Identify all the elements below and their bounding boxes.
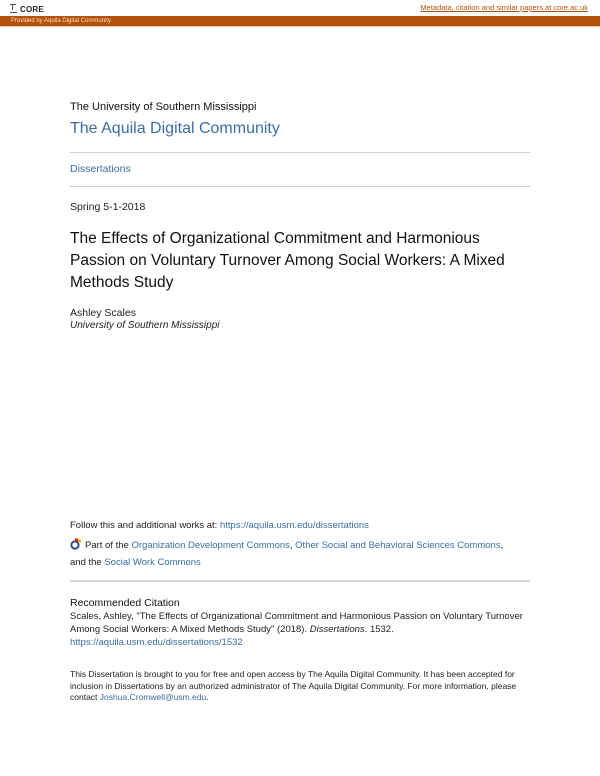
contact-email-link[interactable]: Joshua.Cromwell@usm.edu [99, 692, 207, 702]
commons-link-social-work[interactable]: Social Work Commons [104, 557, 201, 568]
and-the-label: and the [70, 557, 105, 568]
publication-date: Spring 5-1-2018 [70, 201, 146, 213]
core-logo-icon [10, 3, 18, 14]
access-notice-text: This Dissertation is brought to you for free and open access by The Aquila Digital Community. It has been accepted for inclusion in Dissertations by an authorized administrator of The Aquila Digital Community. For more information, please contact [70, 669, 517, 702]
divider [70, 152, 530, 153]
core-logo-text: CORE [20, 5, 44, 14]
divider [70, 186, 530, 187]
part-of-line [70, 537, 530, 571]
citation-url-link[interactable]: https://aquila.usm.edu/dissertations/1532 [70, 637, 243, 648]
core-header [0, 0, 600, 16]
access-notice [70, 669, 530, 704]
citation-text: Scales, Ashley, "The Effects of Organizational Commitment and Harmonious Passion on Voluntary Turnover Among Social Workers: A Mixed Methods Study" (2018). [70, 611, 523, 635]
document-title: The Effects of Organizational Commitment and Harmonious Passion on Voluntary Turnover Among Social Workers: A Mixed Methods Study [70, 230, 505, 291]
repository-name-link[interactable]: The Aquila Digital Community [70, 120, 280, 137]
author-name: Ashley Scales [70, 307, 136, 319]
university-name: The University of Southern Mississippi [70, 101, 257, 113]
part-of-label: Part of the [85, 540, 132, 551]
commons-link-organization-development[interactable]: Organization Development Commons [131, 540, 290, 551]
period: . [206, 692, 209, 702]
follow-url-link[interactable]: https://aquila.usm.edu/dissertations [219, 520, 369, 531]
follow-label: Follow this and additional works at: [70, 520, 220, 531]
divider [0, 26, 600, 27]
core-logo[interactable] [10, 2, 44, 14]
citation-number: . 1532. [364, 624, 394, 635]
provided-by-text[interactable]: Provided by Aquila Digital Community [11, 18, 112, 24]
collection-link[interactable]: Dissertations [70, 163, 131, 175]
citation-heading: Recommended Citation [70, 597, 180, 609]
commons-link-other-social-behavioral[interactable]: Other Social and Behavioral Sciences Commons [295, 540, 501, 551]
separator: , [289, 540, 296, 551]
separator: , [500, 540, 504, 551]
provided-by-bar [0, 16, 600, 26]
core-metadata-link[interactable]: Metadata, citation and similar papers at core.ac.uk [420, 3, 588, 12]
follow-line [70, 520, 530, 531]
bepress-commons-icon [70, 538, 82, 550]
author-affiliation: University of Southern Mississippi [70, 320, 220, 331]
divider [70, 580, 530, 582]
citation-series: Dissertations [309, 624, 365, 635]
citation-block [70, 610, 530, 649]
